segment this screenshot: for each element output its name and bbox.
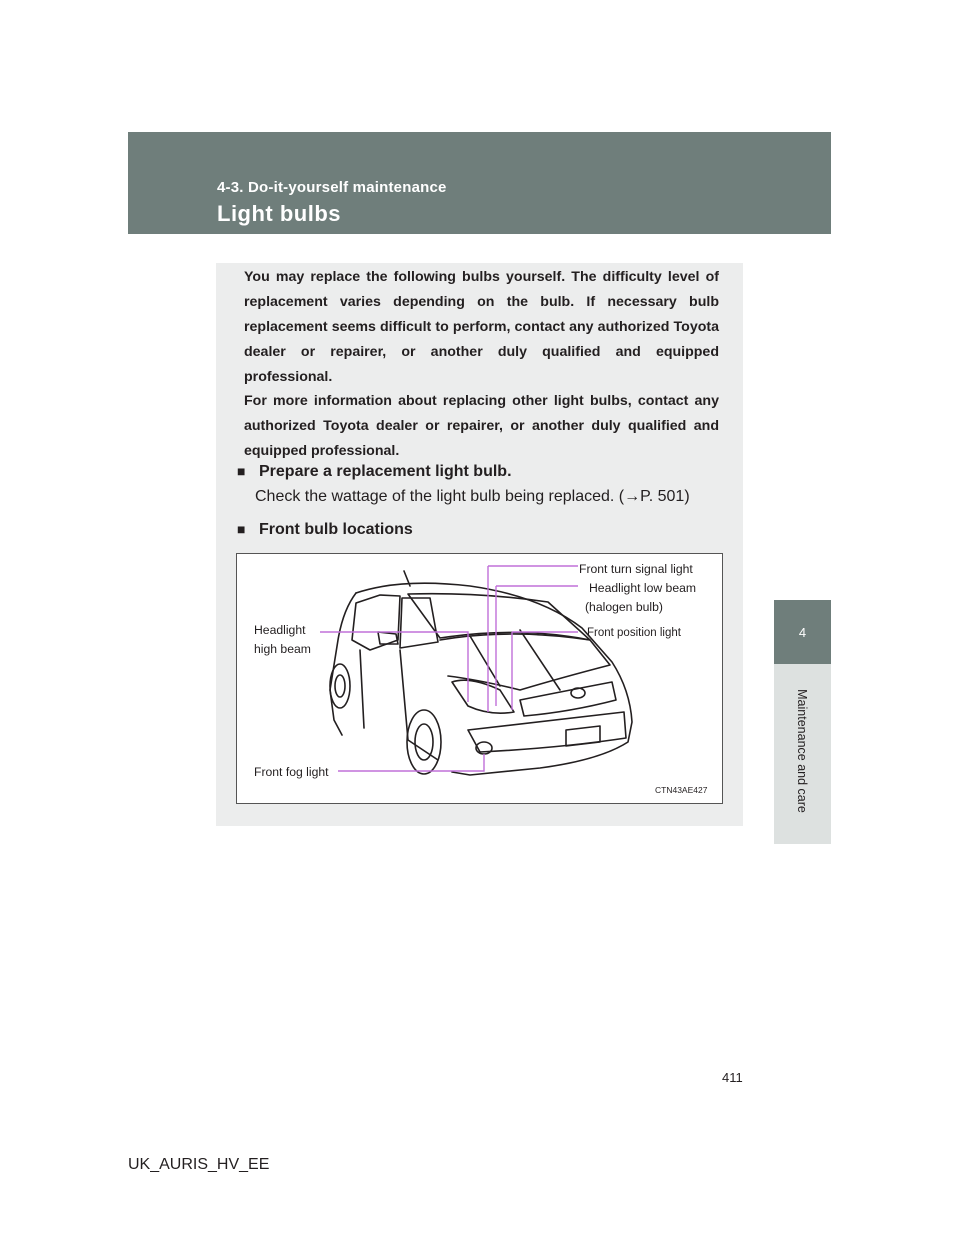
bullet-locations-heading: Front bulb locations bbox=[259, 521, 413, 538]
rear-wheel bbox=[330, 664, 350, 708]
upper-grille bbox=[520, 682, 616, 716]
document-code: UK_AURIS_HV_EE bbox=[128, 1156, 270, 1173]
page-number: 411 bbox=[722, 1070, 743, 1085]
headlight-shape bbox=[452, 680, 514, 713]
rear-window bbox=[352, 595, 400, 650]
leader-high-beam bbox=[320, 632, 468, 702]
intro-paragraph-1: You may replace the following bulbs yourself. The difficulty level of replacement varies depending on the bulb. If necessary bulb replacement seems difficult to perform, contact any authorized Toyota dealer or repairer, or another duly qualified and equipped professional. bbox=[244, 269, 719, 385]
chapter-number: 4 bbox=[798, 624, 807, 640]
callout-high-beam-line2: high beam bbox=[254, 642, 311, 656]
windshield bbox=[408, 594, 590, 640]
callout-position: Front position light bbox=[587, 627, 681, 639]
logo-emblem bbox=[571, 688, 585, 698]
callout-low-beam-line2: (halogen bulb) bbox=[585, 600, 663, 614]
callout-high-beam-line1: Headlight bbox=[254, 623, 306, 637]
callout-low-beam-line1: Headlight low beam bbox=[589, 581, 697, 595]
hood bbox=[440, 634, 610, 690]
leader-position bbox=[512, 632, 578, 710]
callout-turn-signal: Front turn signal light bbox=[579, 562, 693, 576]
section-label: 4-3. Do-it-yourself maintenance bbox=[217, 179, 447, 196]
callout-fog: Front fog light bbox=[254, 765, 329, 779]
car-rear-outline bbox=[330, 593, 356, 735]
chapter-label: Maintenance and care bbox=[795, 689, 809, 813]
bullet-triangle-icon: ■ bbox=[237, 463, 246, 479]
intro-paragraph-2: For more information about replacing other light bulbs, contact any authorized Toyota dealer or repairer, or another duly qualified and equipped professional. bbox=[244, 393, 719, 459]
side-mirror bbox=[378, 632, 398, 644]
bullet-prepare-heading: Prepare a replacement light bulb. bbox=[259, 463, 512, 480]
bullet-triangle-icon: ■ bbox=[237, 521, 246, 537]
leader-low-beam bbox=[496, 586, 578, 706]
bullet-prepare-text: Check the wattage of the light bulb being replaced. (→P. 501) bbox=[255, 488, 690, 505]
page-title: Light bulbs bbox=[217, 201, 342, 226]
front-side-window bbox=[400, 598, 438, 648]
leader-turn-signal bbox=[488, 566, 578, 712]
callout-leaders bbox=[320, 566, 578, 771]
figure-code: CTN43AE427 bbox=[655, 785, 708, 795]
